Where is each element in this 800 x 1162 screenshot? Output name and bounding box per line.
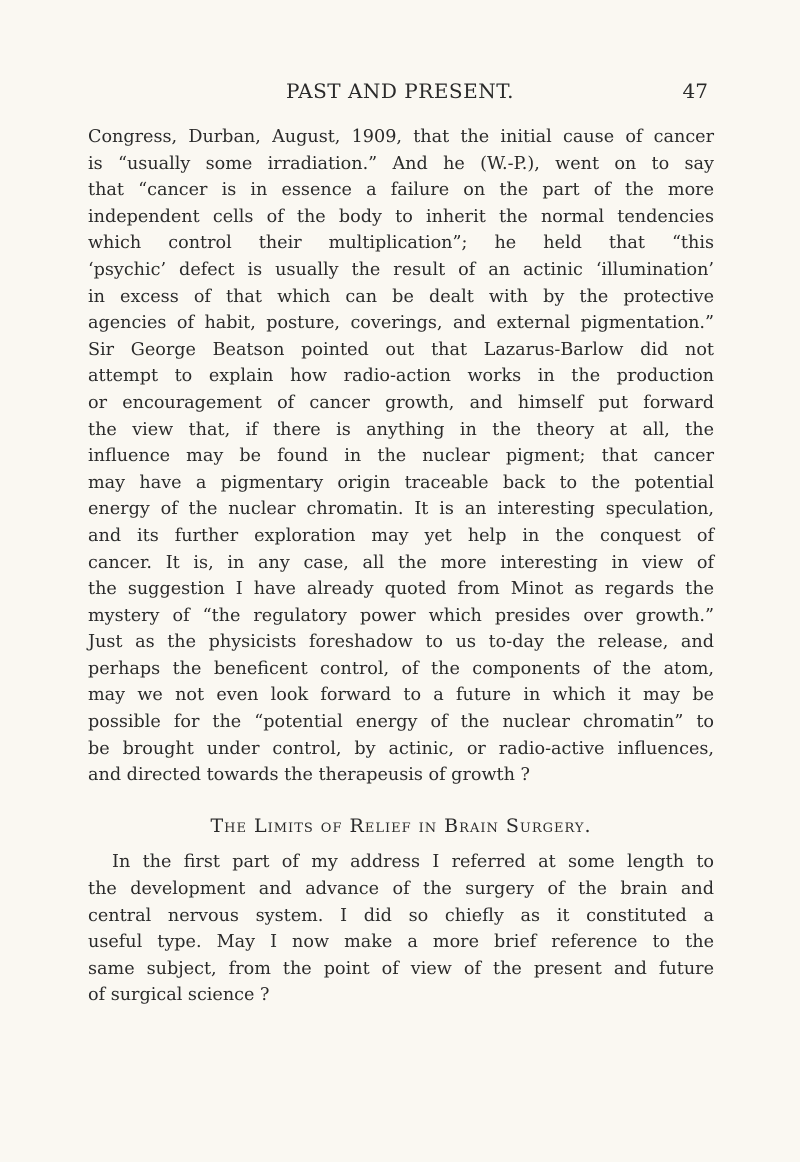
- text-line: is “usually some irradiation.” And he (W.-P.), went on to say: [88, 153, 714, 174]
- text-line: ‘psychic’ defect is usually the result of an actinic ‘illumination’: [88, 259, 714, 280]
- text-line: In the first part of my address I referred at some length to: [112, 852, 714, 873]
- text-line: useful type. May I now make a more brief reference to the: [88, 932, 714, 953]
- text-line: independent cells of the body to inherit the normal tendencies: [88, 206, 714, 227]
- paragraph-2: [88, 849, 714, 1009]
- text-line: which control their multiplication”; he held that “this: [88, 233, 714, 254]
- text-line: and directed towards the therapeusis of growth ?: [88, 765, 530, 786]
- text-line: the development and advance of the surgery of the brain and: [88, 879, 714, 900]
- text-line: of surgical science ?: [88, 985, 270, 1006]
- text-line: the suggestion I have already quoted from Minot as regards the: [88, 579, 714, 600]
- paragraph-1: [88, 124, 714, 789]
- body-text: [88, 124, 714, 1009]
- text-line: energy of the nuclear chromatin. It is an interesting speculation,: [88, 499, 714, 520]
- text-line: may have a pigmentary origin traceable back to the potential: [88, 472, 714, 493]
- text-line: same subject, from the point of view of the present and future: [88, 958, 714, 979]
- running-title: PAST AND PRESENT.: [286, 79, 514, 103]
- text-line: Congress, Durban, August, 1909, that the initial cause of cancer: [88, 127, 714, 147]
- text-line: perhaps the beneficent control, of the components of the atom,: [88, 658, 714, 679]
- text-line: be brought under control, by actinic, or radio-active influences,: [88, 738, 714, 759]
- text-line: in excess of that which can be dealt with by the protective: [88, 286, 714, 307]
- page-number: 47: [682, 79, 708, 103]
- text-line: agencies of habit, posture, coverings, and external pigmentation.”: [88, 313, 714, 334]
- text-line: possible for the “potential energy of the nuclear chromatin” to: [88, 712, 714, 733]
- running-head: [0, 76, 800, 106]
- section-heading: The Limits of Relief in Brain Surgery.: [210, 814, 592, 837]
- text-line: and its further exploration may yet help in the conquest of: [88, 525, 714, 546]
- text-line: central nervous system. I did so chiefly as it constituted a: [88, 905, 714, 926]
- text-line: Sir George Beatson pointed out that Lazarus-Barlow did not: [88, 339, 714, 360]
- text-line: may we not even look forward to a future in which it may be: [88, 685, 714, 706]
- text-line: cancer. It is, in any case, all the more interesting in view of: [88, 552, 714, 573]
- text-line: influence may be found in the nuclear pigment; that cancer: [88, 446, 714, 467]
- text-line: or encouragement of cancer growth, and himself put forward: [88, 392, 714, 413]
- text-line: the view that, if there is anything in the theory at all, the: [88, 419, 714, 440]
- text-line: that “cancer is in essence a failure on the part of the more: [88, 180, 714, 201]
- text-line: attempt to explain how radio-action works in the production: [88, 366, 714, 387]
- text-line: mystery of “the regulatory power which presides over growth.”: [88, 605, 714, 626]
- text-line: Just as the physicists foreshadow to us to-day the release, and: [88, 632, 714, 653]
